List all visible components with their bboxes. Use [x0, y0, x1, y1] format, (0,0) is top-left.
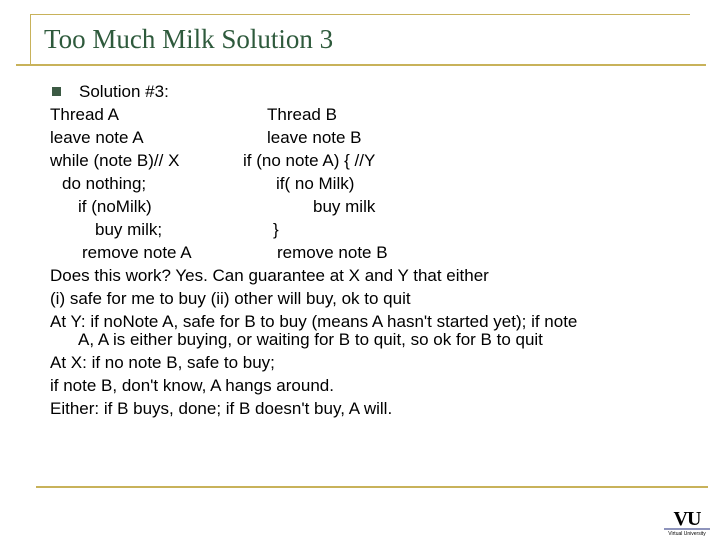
- explanation-line: if note B, don't know, A hangs around.: [50, 376, 334, 395]
- explanation-line: At X: if no note B, safe to buy;: [50, 353, 275, 372]
- bullet-square-icon: [52, 87, 61, 96]
- thread-b-line: Thread B: [267, 105, 337, 124]
- thread-a-line: leave note A: [50, 128, 144, 147]
- thread-b-line: remove note B: [277, 243, 388, 262]
- thread-b-line: }: [273, 220, 279, 239]
- logo-caption: Virtual University: [668, 531, 706, 537]
- thread-a-line: do nothing;: [62, 174, 147, 193]
- thread-b-line: if (no note A) { //Y: [243, 151, 376, 170]
- thread-a-line: if (noMilk): [78, 197, 152, 216]
- explanation-line: A, A is either buying, or waiting for B to quit, so ok for B to quit: [78, 330, 543, 349]
- vu-logo-icon: [658, 503, 716, 537]
- logo-mark: VU: [673, 508, 701, 530]
- thread-a-line: while (note B)// X: [50, 151, 180, 170]
- thread-b-line: if( no Milk): [276, 174, 355, 193]
- bullet-heading: Solution #3:: [79, 82, 169, 101]
- explanation-line: (i) safe for me to buy (ii) other will buy, ok to quit: [50, 289, 411, 308]
- footer-rule: [36, 486, 708, 488]
- explanation-line: At Y: if noNote A, safe for B to buy (means A hasn't started yet); if note: [50, 312, 578, 331]
- university-logo: [658, 503, 716, 537]
- thread-b-line: buy milk: [313, 197, 376, 216]
- thread-b-line: leave note B: [267, 128, 362, 147]
- explanation-line: Either: if B buys, done; if B doesn't buy, A will.: [50, 399, 393, 418]
- explanation-line: Does this work? Yes. Can guarantee at X and Y that either: [50, 266, 489, 285]
- thread-a-line: buy milk;: [95, 220, 163, 239]
- thread-a-line: Thread A: [50, 105, 119, 124]
- slide-title: Too Much Milk Solution 3: [44, 24, 334, 54]
- thread-a-line: remove note A: [82, 243, 192, 262]
